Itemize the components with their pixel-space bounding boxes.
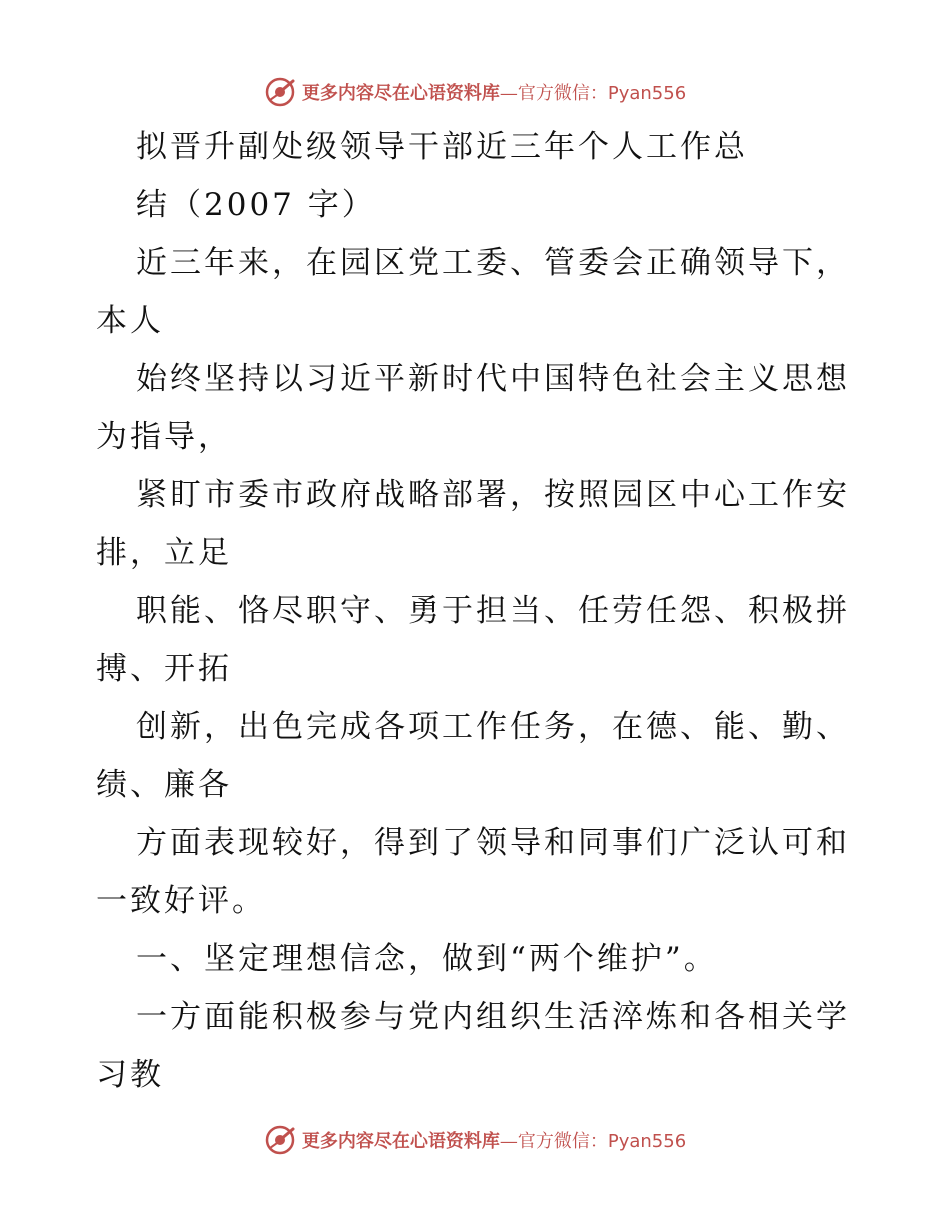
watermark-dash: — bbox=[499, 83, 518, 104]
text-line: 职能、恪尽职守、勇于担当、任劳任怨、积极拼 bbox=[136, 593, 850, 629]
footer-watermark bbox=[0, 1120, 950, 1160]
text-line: 为指导， bbox=[96, 419, 232, 455]
text-line: 始终坚持以习近平新时代中国特色社会主义思想 bbox=[136, 361, 850, 397]
text-line: 习教 bbox=[96, 1057, 164, 1093]
text-line: 拟晋升副处级领导干部近三年个人工作总 bbox=[136, 129, 748, 165]
watermark-brand: 更多内容尽在心语资料库 bbox=[301, 1131, 500, 1152]
text-line: 搏、开拓 bbox=[96, 651, 232, 687]
watermark-contact: 官方微信：Pyan556 bbox=[517, 83, 687, 104]
watermark-contact: 官方微信：Pyan556 bbox=[517, 1131, 687, 1152]
logo-icon bbox=[264, 76, 296, 108]
logo-icon bbox=[264, 1124, 296, 1156]
text-line: 方面表现较好，得到了领导和同事们广泛认可和 bbox=[136, 825, 850, 861]
text-line: 一致好评。 bbox=[96, 883, 266, 919]
text-line: 绩、廉各 bbox=[96, 767, 232, 803]
text-line: 结（2007 字） bbox=[136, 187, 376, 223]
header-watermark bbox=[0, 72, 950, 112]
watermark-dash: — bbox=[499, 1131, 518, 1152]
text-line: 本人 bbox=[96, 303, 164, 339]
text-line: 排，立足 bbox=[96, 535, 232, 571]
text-line: 创新，出色完成各项工作任务，在德、能、勤、 bbox=[136, 709, 850, 745]
document-body bbox=[96, 118, 866, 1104]
watermark-brand: 更多内容尽在心语资料库 bbox=[301, 83, 500, 104]
text-line: 一方面能积极参与党内组织生活淬炼和各相关学 bbox=[136, 999, 850, 1035]
text-line: 近三年来，在园区党工委、管委会正确领导下， bbox=[136, 245, 850, 281]
watermark-text bbox=[302, 1127, 686, 1153]
text-line: 紧盯市委市政府战略部署，按照园区中心工作安 bbox=[136, 477, 850, 513]
text-line: 一、坚定理想信念，做到“两个维护”。 bbox=[136, 941, 718, 977]
watermark-text bbox=[302, 79, 686, 105]
